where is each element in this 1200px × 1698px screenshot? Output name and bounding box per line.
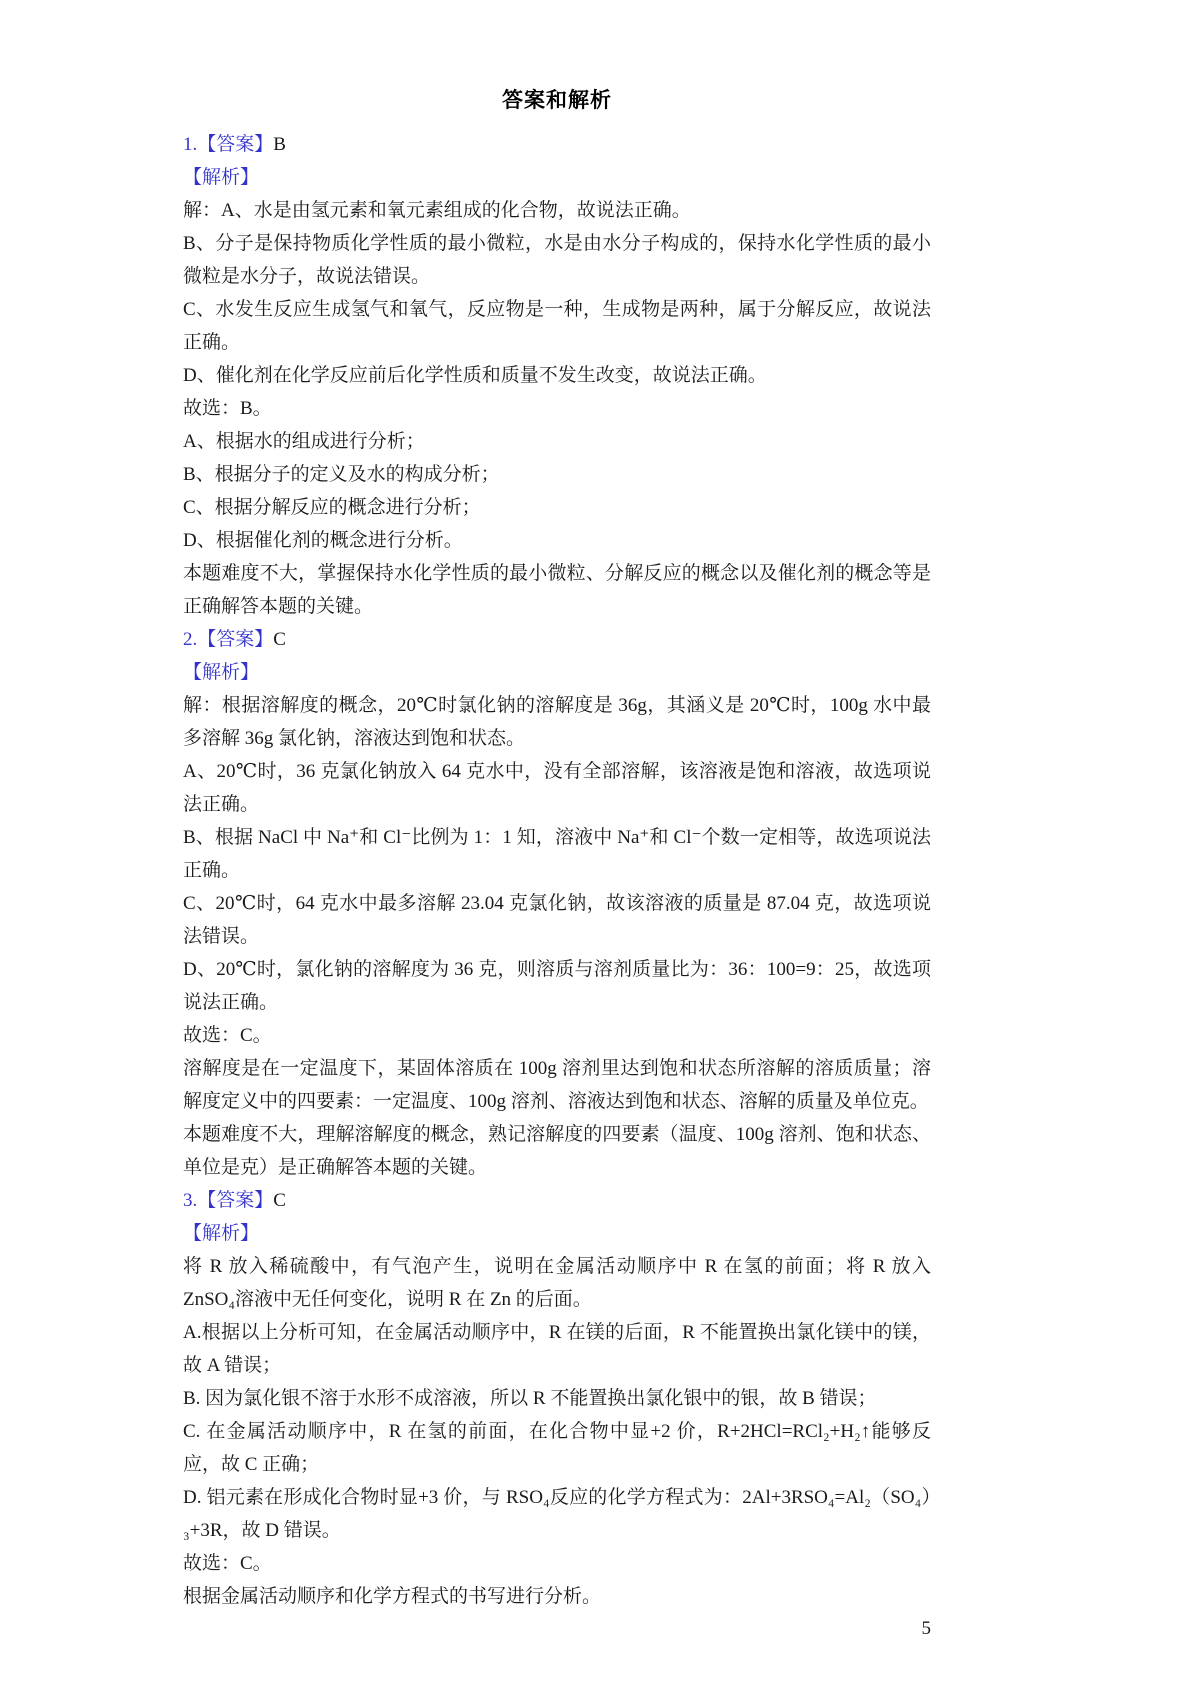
answer-value: C [273, 1190, 286, 1211]
analysis-paragraph: D、根据催化剂的概念进行分析。 [183, 530, 463, 551]
analysis-paragraph: 本题难度不大，掌握保持水化学性质的最小微粒、分解反应的概念以及催化剂的概念等是正确解答本题的关键。 [183, 563, 931, 617]
analysis-paragraph: D. 铝元素在形成化合物时显+3 价，与 RSO₄反应的化学方程式为：2Al+3RSO₄=Al₂（SO₄）₃+3R，故 D 错误。 [183, 1487, 931, 1541]
analysis-paragraph: C. 在金属活动顺序中，R 在氢的前面，在化合物中显+2 价，R+2HCl=RCl₂+H₂↑能够反应，故 C 正确； [183, 1421, 931, 1475]
analysis-paragraph: B. 因为氯化银不溶于水形不成溶液，所以 R 不能置换出氯化银中的银，故 B 错误； [183, 1388, 877, 1409]
analysis-label: 【解析】 [183, 662, 260, 683]
analysis-paragraph: A、20℃时，36 克氯化钠放入 64 克水中，没有全部溶解，该溶液是饱和溶液，故选项说法正确。 [183, 761, 931, 815]
analysis-label-line [183, 1217, 931, 1250]
question-number: 1. [183, 134, 198, 155]
analysis-paragraph: C、水发生反应生成氢气和氧气，反应物是一种，生成物是两种，属于分解反应，故说法正确。 [183, 299, 931, 353]
analysis-label: 【解析】 [183, 1223, 260, 1244]
answer-header [183, 128, 931, 161]
analysis-paragraph: B、根据分子的定义及水的构成分析； [183, 464, 500, 485]
analysis-paragraph: C、根据分解反应的概念进行分析； [183, 497, 481, 518]
question-number: 2. [183, 629, 198, 650]
answer-header [183, 1184, 931, 1217]
analysis-paragraph: B、分子是保持物质化学性质的最小微粒，水是由水分子构成的，保持水化学性质的最小微粒是水分子，故说法错误。 [183, 233, 931, 287]
answer-section [183, 1184, 931, 1613]
analysis-paragraph: A、根据水的组成进行分析； [183, 431, 425, 452]
analysis-paragraph: 本题难度不大，理解溶解度的概念，熟记溶解度的四要素（温度、100g 溶剂、饱和状态、单位是克）是正确解答本题的关键。 [183, 1124, 931, 1178]
analysis-paragraph: 将 R 放入稀硫酸中，有气泡产生，说明在金属活动顺序中 R 在氢的前面；将 R 放入 ZnSO₄溶液中无任何变化，说明 R 在 Zn 的后面。 [183, 1256, 931, 1310]
analysis-paragraph: 溶解度是在一定温度下，某固体溶质在 100g 溶剂里达到饱和状态所溶解的溶质质量；溶解度定义中的四要素：一定温度、100g 溶剂、溶液达到饱和状态、溶解的质量及单位克。 [183, 1058, 931, 1112]
answer-label: 【答案】 [197, 134, 274, 155]
answer-value: B [273, 134, 286, 155]
document-body [183, 128, 931, 1613]
analysis-label: 【解析】 [183, 167, 260, 188]
answer-section [183, 623, 931, 1184]
analysis-label-line [183, 656, 931, 689]
answer-header [183, 623, 931, 656]
analysis-paragraph: A.根据以上分析可知，在金属活动顺序中，R 在镁的后面，R 不能置换出氯化镁中的镁，故 A 错误； [183, 1322, 931, 1376]
analysis-paragraph: 故选：C。 [183, 1553, 272, 1574]
analysis-paragraph: 解：A、水是由氢元素和氧元素组成的化合物，故说法正确。 [183, 200, 691, 221]
analysis-label-line [183, 161, 931, 194]
answer-section [183, 128, 931, 623]
question-number: 3. [183, 1190, 198, 1211]
analysis-paragraph: 根据金属活动顺序和化学方程式的书写进行分析。 [183, 1586, 602, 1607]
answer-value: C [273, 629, 286, 650]
answer-label: 【答案】 [197, 1190, 274, 1211]
analysis-paragraph: 故选：B。 [183, 398, 272, 419]
answer-label: 【答案】 [197, 629, 274, 650]
page-number: 5 [921, 1618, 931, 1639]
analysis-paragraph: B、根据 NaCl 中 Na⁺和 Cl⁻比例为 1：1 知，溶液中 Na⁺和 Cl⁻个数一定相等，故选项说法正确。 [183, 827, 931, 881]
analysis-paragraph: D、20℃时，氯化钠的溶解度为 36 克，则溶质与溶剂质量比为：36：100=9：25，故选项说法正确。 [183, 959, 931, 1013]
analysis-paragraph: 故选：C。 [183, 1025, 272, 1046]
analysis-paragraph: D、催化剂在化学反应前后化学性质和质量不发生改变，故说法正确。 [183, 365, 767, 386]
page-title: 答案和解析 [502, 88, 612, 112]
analysis-paragraph: 解：根据溶解度的概念，20℃时氯化钠的溶解度是 36g，其涵义是 20℃时，100g 水中最多溶解 36g 氯化钠，溶液达到饱和状态。 [183, 695, 931, 749]
analysis-paragraph: C、20℃时，64 克水中最多溶解 23.04 克氯化钠，故该溶液的质量是 87.04 克，故选项说法错误。 [183, 893, 931, 947]
